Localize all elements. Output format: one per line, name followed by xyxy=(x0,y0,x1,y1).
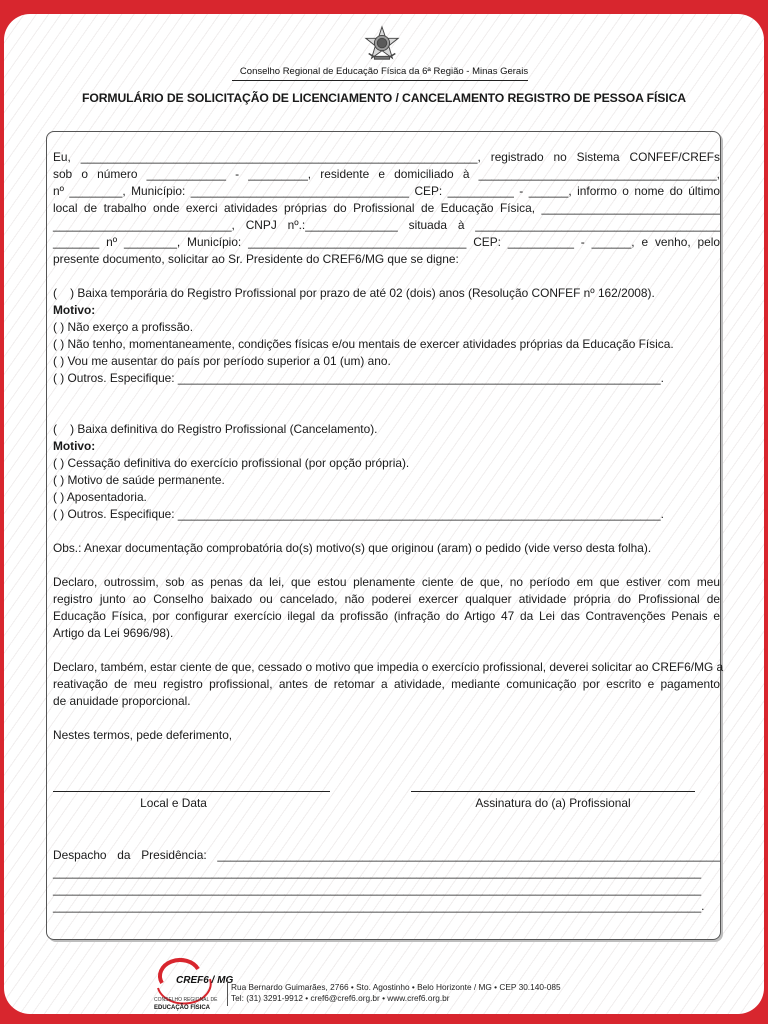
logo-text: CREF6 / MG xyxy=(176,975,234,986)
footer-contact: Tel: (31) 3291-9912 • cref6@cref6.org.br • www.cref6.org.br xyxy=(231,993,450,1003)
despacho-field[interactable]: Despacho da Presidência: ____________________________________________________________________________ xyxy=(53,848,720,862)
logo-subtitle: EDUCAÇÃO FÍSICA xyxy=(154,1005,211,1011)
local-date-field[interactable] xyxy=(53,791,330,792)
intro-line[interactable]: local de trabalho onde exerci atividades próprias do Profissional de Educação Física, ___________________________ xyxy=(53,201,720,215)
temporary-leave-checkbox[interactable]: ( ) Baixa temporária do Registro Profissional por prazo de até 02 (dois) anos (Resolução CONFEF nº 162/2008). xyxy=(53,286,655,300)
intro-line[interactable]: sob o número ____________ - _________, residente e domiciliado à ____________________________________, xyxy=(53,167,720,181)
intro-line[interactable]: Eu, ____________________________________________________________, registrado no Sistema CONFEF/CREFs xyxy=(53,150,720,164)
page-title: FORMULÁRIO DE SOLICITAÇÃO DE LICENCIAMENTO / CANCELAMENTO REGISTRO DE PESSOA FÍSICA xyxy=(81,91,687,105)
intro-line[interactable]: ___________________________, CNPJ nº.:______________ situada à _____________________________________ xyxy=(53,218,720,232)
closing-text: Nestes termos, pede deferimento, xyxy=(53,728,233,742)
despacho-line[interactable]: __________________________________________________________________________________________________ xyxy=(53,882,702,896)
local-date-label: Local e Data xyxy=(140,796,207,810)
reason-other-field[interactable]: ( ) Outros. Especifique: _________________________________________________________________________. xyxy=(53,507,664,521)
signature-field[interactable] xyxy=(411,791,695,792)
logo-subtitle: CONSELHO REGIONAL DE xyxy=(154,997,218,1003)
footer-address: Rua Bernardo Guimarães, 2766 • Sto. Agostinho • Belo Horizonte / MG • CEP 30.140-085 xyxy=(231,982,561,992)
reason-other-field[interactable]: ( ) Outros. Especifique: _________________________________________________________________________. xyxy=(53,371,664,385)
reason-checkbox[interactable]: ( ) Não tenho, momentaneamente, condições físicas e/ou mentais de exercer atividades próprias da Educação Física. xyxy=(53,337,674,351)
reason-checkbox[interactable]: ( ) Não exerço a profissão. xyxy=(53,320,194,334)
declaration-line: Educação Física, por configurar exercício ilegal da profissão (infração do Artigo 47 da Lei das Contravenções Penais e xyxy=(53,609,720,623)
reason-checkbox[interactable]: ( ) Motivo de saúde permanente. xyxy=(53,473,225,487)
obs-note: Obs.: Anexar documentação comprobatória do(s) motivo(s) que originou (aram) o pedido (vide verso desta folha). xyxy=(53,541,652,555)
footer-divider xyxy=(227,980,228,1006)
motivo-label: Motivo: xyxy=(53,439,96,453)
reason-checkbox[interactable]: ( ) Cessação definitiva do exercício profissional (por opção própria). xyxy=(53,456,410,470)
cref6-logo xyxy=(148,955,234,1015)
intro-line[interactable]: nº ________, Município: _________________________________ CEP: __________ - ______, informo o nome do último xyxy=(53,184,720,198)
reason-checkbox[interactable]: ( ) Vou me ausentar do país por período superior a 01 (um) ano. xyxy=(53,354,391,368)
coat-of-arms-icon xyxy=(363,25,401,63)
definitive-leave-checkbox[interactable]: ( ) Baixa definitiva do Registro Profissional (Cancelamento). xyxy=(53,422,378,436)
motivo-label: Motivo: xyxy=(53,303,96,317)
reason-checkbox[interactable]: ( ) Aposentadoria. xyxy=(53,490,147,504)
declaration-line: Artigo da Lei 9696/98). xyxy=(53,626,174,640)
signature-label: Assinatura do (a) Profissional xyxy=(475,796,631,810)
despacho-line[interactable]: __________________________________________________________________________________________________. xyxy=(53,899,705,913)
declaration-line: Declaro, outrossim, sob as penas da lei, que estou plenamente ciente de que, no período em que estiver com meu xyxy=(53,575,720,589)
declaration-line: Declaro, também, estar ciente de que, cessado o motivo que impedia o exercício profissional, deverei solicitar ao CREF6/MG a xyxy=(53,660,724,674)
divider xyxy=(232,80,528,81)
declaration-line: de anuidade proporcional. xyxy=(53,694,191,708)
intro-line[interactable]: _______ nº ________, Município: _________________________________ CEP: __________ - ______, e venho, pelo xyxy=(53,235,720,249)
despacho-line[interactable]: __________________________________________________________________________________________________ xyxy=(53,865,702,879)
council-name: Conselho Regional de Educação Física da 6ª Região - Minas Gerais xyxy=(239,66,529,77)
declaration-line: registro junto ao Conselho baixado ou cancelado, não poderei exercer qualquer atividade própria do Profissional de xyxy=(53,592,720,606)
intro-line: presente documento, solicitar ao Sr. Presidente do CREF6/MG que se digne: xyxy=(53,252,459,266)
declaration-line: reativação de meu registro profissional, antes de retomar a atividade, mediante comunicação por escrito e pagamento xyxy=(53,677,720,691)
